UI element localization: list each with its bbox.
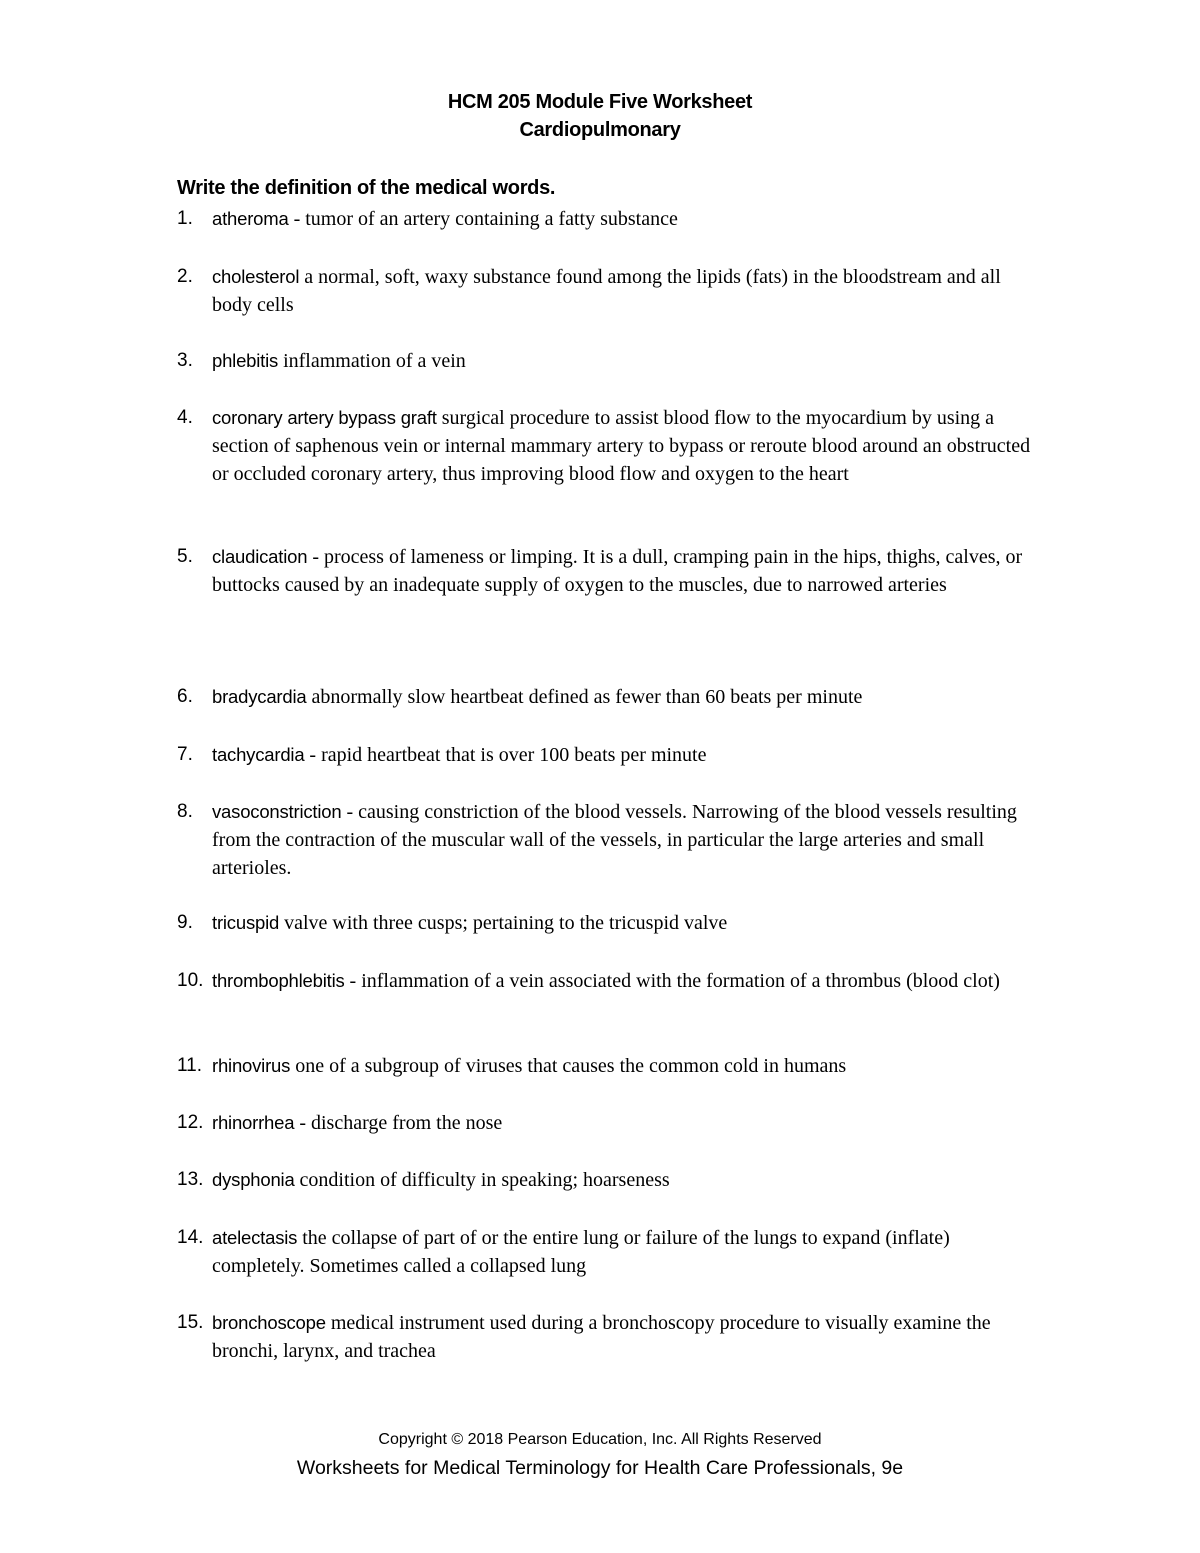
item-number: 10.	[177, 970, 204, 991]
item-number: 1.	[177, 208, 193, 229]
item-term: vasoconstriction	[212, 801, 342, 822]
item-definition: - rapid heartbeat that is over 100 beats per minute	[304, 744, 707, 766]
item-term: tricuspid	[212, 912, 280, 933]
item-term: thrombophlebitis	[212, 970, 345, 991]
page-title: HCM 205 Module Five Worksheet	[447, 91, 753, 113]
item-definition: inflammation of a vein	[278, 350, 466, 372]
item-definition: a normal, soft, waxy substance found among the lipids (fats) in the bloodstream and all body cells	[212, 266, 1001, 316]
item-definition: medical instrument used during a bronchoscopy procedure to visually examine the bronchi, larynx, and trachea	[212, 1312, 991, 1362]
item-definition: - causing constriction of the blood vessels. Narrowing of the blood vessels resulting from the contraction of the muscular wall of the vessels, in particular the large arteries and small arterioles.	[212, 801, 1017, 879]
item-number: 12.	[177, 1112, 204, 1133]
item-term: dysphonia	[212, 1169, 295, 1190]
item-number: 2.	[177, 266, 193, 287]
item-definition: abnormally slow heartbeat defined as fewer than 60 beats per minute	[306, 686, 863, 708]
item-number: 3.	[177, 350, 193, 371]
item-number: 6.	[177, 686, 193, 707]
item-definition: surgical procedure to assist blood flow to the myocardium by using a section of saphenous vein or internal mammary artery to bypass or reroute blood around an obstructed or occluded coronary artery, thus improving blood flow and oxygen to the heart	[212, 407, 1031, 485]
item-term: rhinovirus	[212, 1055, 291, 1076]
item-definition: condition of difficulty in speaking; hoarseness	[294, 1169, 670, 1191]
item-number: 15.	[177, 1312, 204, 1333]
item-term: bronchoscope	[212, 1312, 326, 1333]
item-term: phlebitis	[212, 350, 279, 371]
item-number: 13.	[177, 1169, 204, 1190]
item-term: rhinorrhea	[212, 1112, 295, 1133]
item-number: 11.	[177, 1055, 203, 1076]
item-definition: one of a subgroup of viruses that causes the common cold in humans	[290, 1055, 847, 1077]
item-term: bradycardia	[212, 686, 307, 707]
item-term: atheroma	[212, 208, 289, 229]
item-term: tachycardia	[212, 744, 305, 765]
item-definition: - discharge from the nose	[294, 1112, 503, 1134]
item-definition: - process of lameness or limping. It is a dull, cramping pain in the hips, thighs, calves, or buttocks caused by an inadequate supply of oxygen to the muscles, due to narrowed arteries	[212, 546, 1023, 596]
item-number: 9.	[177, 912, 193, 933]
item-definition: - tumor of an artery containing a fatty substance	[288, 208, 678, 230]
item-term: atelectasis	[212, 1227, 298, 1248]
item-term: claudication	[212, 546, 308, 567]
item-definition: valve with three cusps; pertaining to the tricuspid valve	[279, 912, 728, 934]
book-title-footer: Worksheets for Medical Terminology for Health Care Professionals, 9e	[296, 1457, 904, 1479]
page-subtitle: Cardiopulmonary	[519, 119, 681, 141]
item-number: 8.	[177, 801, 193, 822]
item-number: 5.	[177, 546, 193, 567]
item-number: 7.	[177, 744, 193, 765]
item-term: cholesterol	[212, 266, 300, 287]
item-term: coronary artery bypass graft	[212, 407, 437, 428]
item-number: 4.	[177, 407, 193, 428]
item-definition: - inflammation of a vein associated with the formation of a thrombus (blood clot)	[344, 970, 1000, 992]
instructions: Write the definition of the medical words.	[177, 177, 556, 199]
item-number: 14.	[177, 1227, 204, 1248]
copyright-notice: Copyright © 2018 Pearson Education, Inc. All Rights Reserved	[378, 1431, 822, 1448]
item-definition: the collapse of part of or the entire lung or failure of the lungs to expand (inflate) completely. Sometimes called a collapsed lung	[212, 1227, 950, 1277]
